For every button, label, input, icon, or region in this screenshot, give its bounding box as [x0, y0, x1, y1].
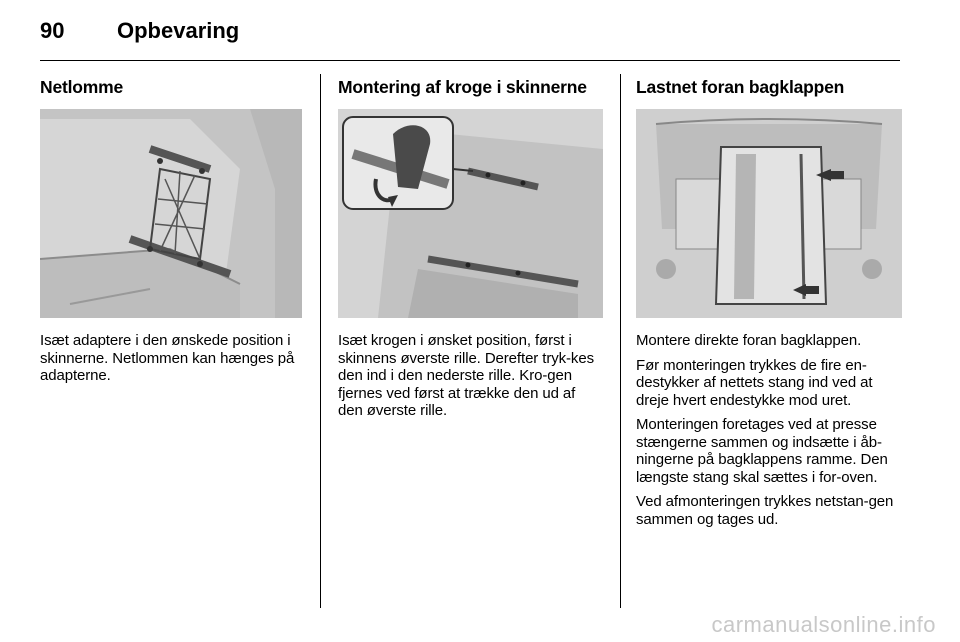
section-paragraph: Montere direkte foran bagklappen. — [636, 332, 862, 349]
section-heading: Lastnet foran bagklappen — [636, 77, 845, 97]
column-divider — [320, 74, 321, 608]
section-lastnet — [636, 76, 902, 528]
hook-rail-illustration — [338, 109, 603, 318]
section-paragraph: Monteringen foretages ved at presse stængerne sammen og indsætte i åb-ningerne på bagklappens ramme. Den længste stang skal sættes i for-oven. — [636, 416, 888, 486]
chapter-title: Opbevaring — [117, 18, 240, 43]
section-heading: Netlomme — [40, 77, 124, 97]
net-pocket-illustration — [40, 109, 302, 318]
section-paragraph: Isæt krogen i ønsket position, først i skinnens øverste rille. Derefter tryk-kes den ind i den nederste rille. Kro-gen fjernes ved først at trække den ud af den øverste rille. — [338, 332, 594, 419]
section-netlomme — [40, 76, 302, 385]
page-number: 90 — [40, 18, 65, 43]
watermark: carmanualsonline.info — [711, 612, 936, 637]
column-divider — [620, 74, 621, 608]
section-paragraph: Før monteringen trykkes de fire en-destykker af nettets stang ind ved at dreje hvert endestykke mod uret. — [636, 356, 873, 409]
section-heading: Montering af kroge i skinnerne — [338, 77, 587, 97]
cargo-net-illustration — [636, 109, 902, 318]
section-paragraph: Ved afmonteringen trykkes netstan-gen sammen og tages ud. — [636, 493, 894, 528]
section-montering-kroge — [338, 76, 603, 420]
section-paragraph: Isæt adaptere i den ønskede position i skinnerne. Netlommen kan hænges på adapterne. — [40, 332, 295, 384]
header-divider — [40, 60, 900, 61]
